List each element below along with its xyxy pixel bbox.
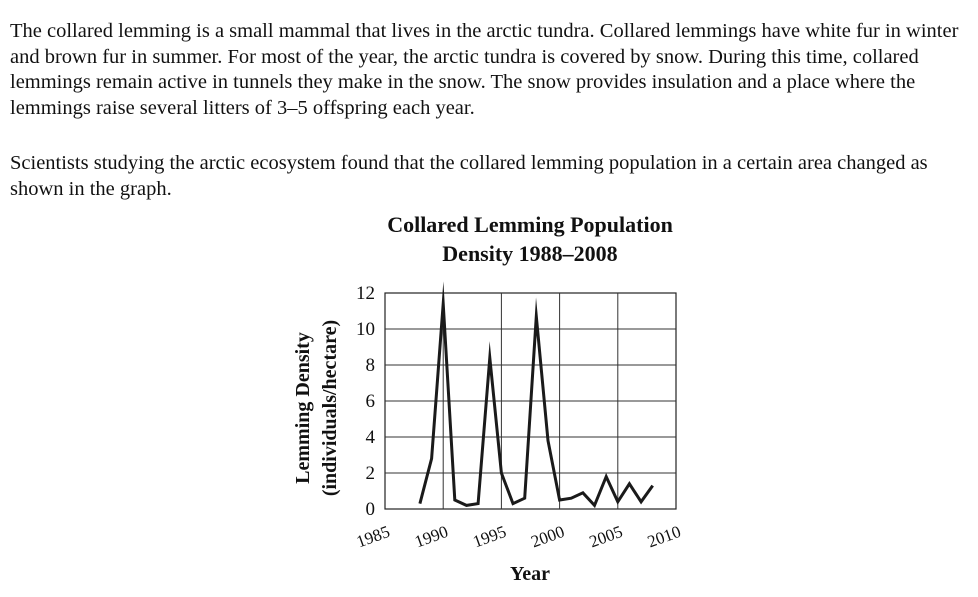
passage-paragraph-1: The collared lemming is a small mammal that lives in the arctic tundra. Collared lemmings have white fur in winter and brown fur in summer. For most of the year, the arctic tundra is covered by snow. During this time, collared lemmings remain active in tunnels they make in the snow. The snow provides insulation and a place where the lemmings raise several litters of 3–5 offspring each year. [10, 20, 959, 119]
y-tick-label: 4 [365, 427, 375, 448]
y-tick-label: 8 [365, 355, 375, 376]
y-tick-label: 6 [365, 391, 375, 412]
y-tick-label: 12 [356, 283, 375, 304]
x-tick-label: 1990 [412, 521, 451, 552]
y-axis-label-line-2: (individuals/hectare) [319, 319, 341, 497]
x-tick-label: 2000 [528, 521, 567, 552]
x-tick-label: 2010 [644, 521, 684, 552]
x-axis-label: Year [510, 563, 550, 585]
y-tick-label: 10 [356, 319, 375, 340]
y-tick-label: 0 [365, 499, 375, 520]
y-axis-label-line-1: Lemming Density [292, 332, 314, 484]
x-axis-ticks [354, 522, 683, 551]
x-tick-label: 1995 [470, 521, 509, 552]
y-tick-label: 2 [365, 463, 375, 484]
chart-title-line-2: Density 1988–2008 [442, 241, 618, 266]
y-axis-ticks [356, 283, 376, 520]
chart-title-line-1: Collared Lemming Population [387, 212, 673, 237]
passage-paragraph-2: Scientists studying the arctic ecosystem found that the collared lemming population in a certain area changed as shown in the graph. [10, 152, 928, 200]
x-tick-label: 1985 [353, 521, 393, 552]
x-tick-label: 2005 [586, 521, 626, 552]
